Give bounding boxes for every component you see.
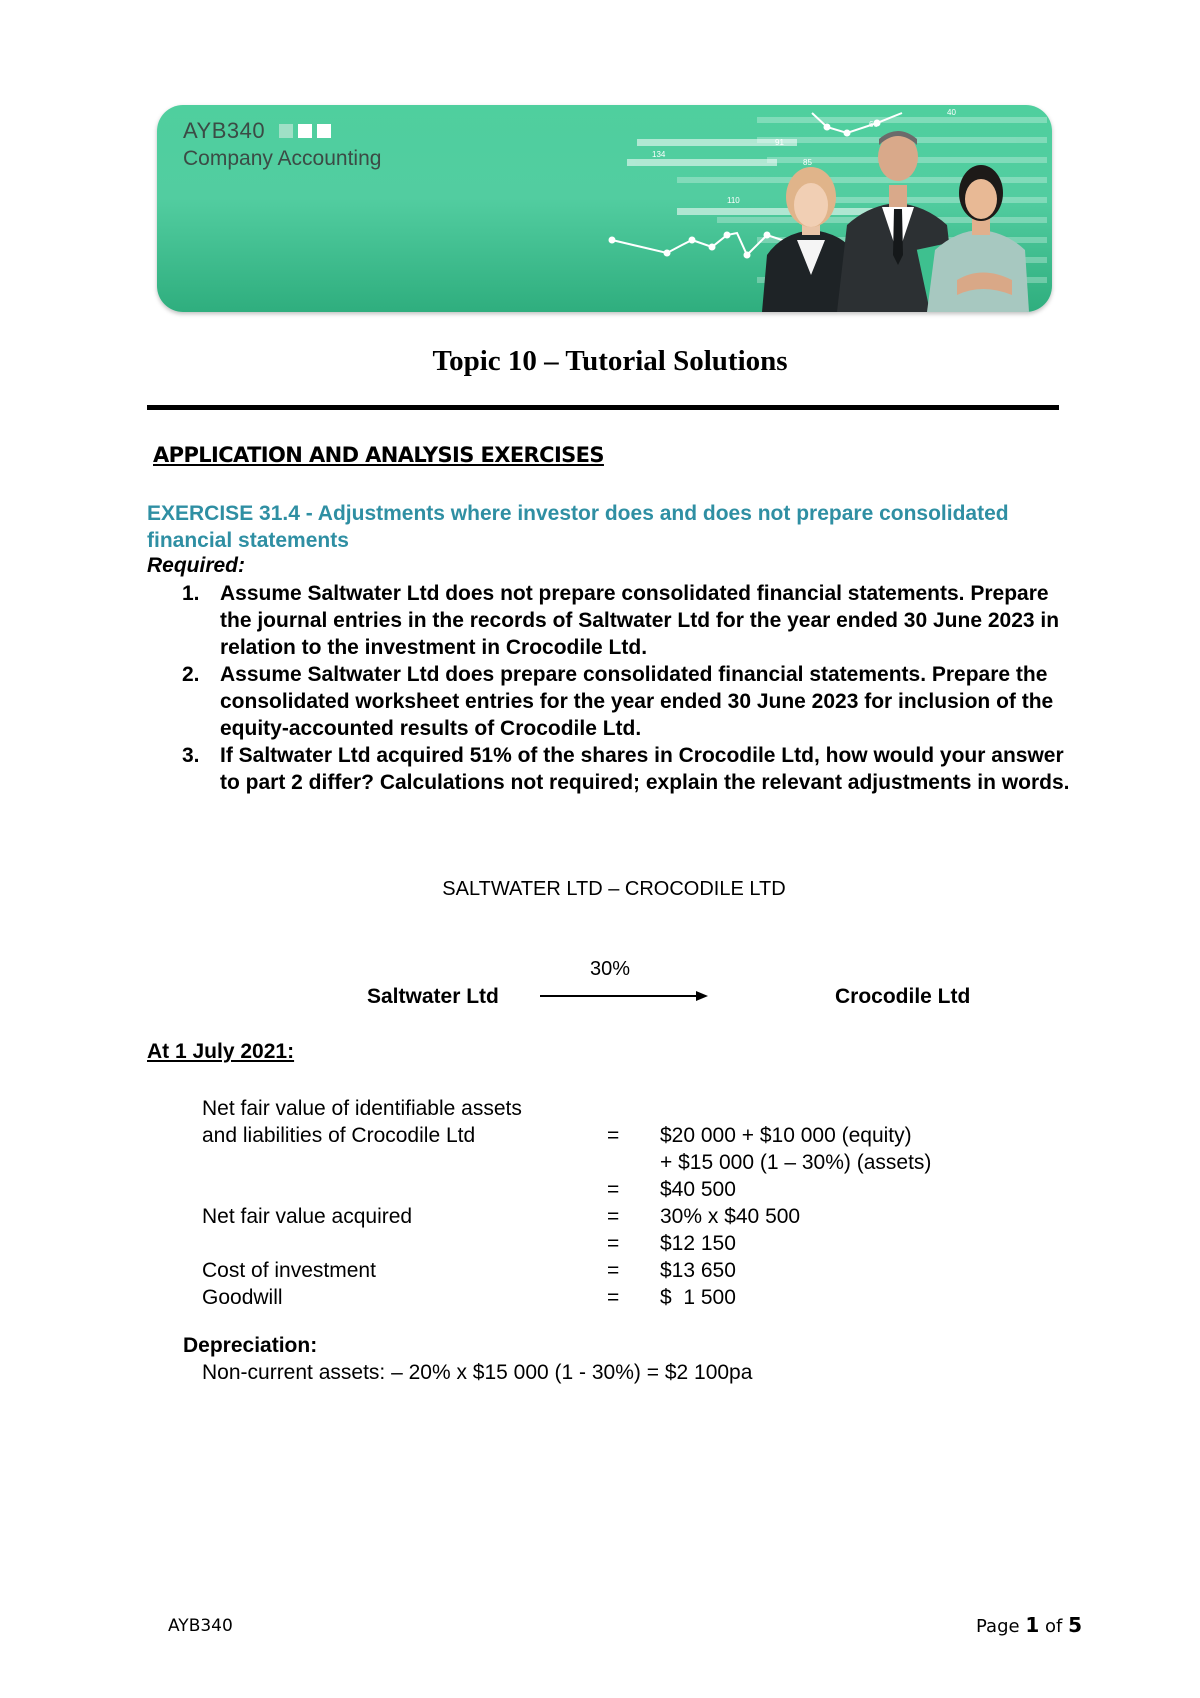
list-item <box>168 661 1078 742</box>
calc-equals: = <box>607 1286 620 1309</box>
calc-equals: = <box>607 1178 620 1201</box>
date-heading: At 1 July 2021: <box>147 1040 295 1063</box>
page-number <box>976 1613 1082 1637</box>
page-word: Page <box>976 1616 1020 1637</box>
calc-label: Net fair value of identifiable assets <box>202 1097 522 1120</box>
of-word: of <box>1044 1616 1063 1637</box>
calc-value: $20 000 + $10 000 (equity) <box>660 1124 912 1147</box>
calc-value: + $15 000 (1 – 30%) (assets) <box>660 1151 932 1174</box>
square-icon <box>298 124 312 138</box>
calc-label: Net fair value acquired <box>202 1205 413 1228</box>
depreciation-calculation: Non-current assets: – 20% x $15 000 (1 - 30%) = $2 100pa <box>202 1361 753 1384</box>
calc-equals: = <box>607 1205 620 1228</box>
list-item <box>168 742 1078 796</box>
calc-value: $13 650 <box>660 1259 736 1282</box>
chart-label: 91 <box>775 138 784 147</box>
chart-label: 66 <box>869 120 878 129</box>
course-code: AYB340 <box>183 118 266 143</box>
investor-label: Saltwater Ltd <box>367 985 499 1008</box>
total-pages: 5 <box>1068 1613 1082 1637</box>
section-heading: APPLICATION AND ANALYSIS EXERCISES <box>153 443 604 467</box>
calc-value: 30% x $40 500 <box>660 1205 801 1228</box>
square-icon <box>317 124 331 138</box>
ownership-percentage: 30% <box>590 958 631 980</box>
list-text: If Saltwater Ltd acquired 51% of the shares in Crocodile Ltd, how would your answer to part 2 differ? Calculations not required; explain the relevant adjustments in words. <box>220 744 1070 794</box>
list-text: Assume Saltwater Ltd does not prepare consolidated financial statements. Prepare the journal entries in the records of Saltwater Ltd for the year ended 30 June 2023 in relation to the investment in Crocodile Ltd. <box>220 582 1060 659</box>
required-label: Required: <box>147 554 246 577</box>
chart-label: 110 <box>727 196 740 205</box>
calc-label: Goodwill <box>202 1286 283 1309</box>
calc-equals: = <box>607 1259 620 1282</box>
depreciation-heading: Depreciation: <box>183 1334 318 1357</box>
exercise-title: EXERCISE 31.4 - Adjustments where investor does and does not prepare consolidated financial statements <box>147 502 1009 552</box>
list-text: Assume Saltwater Ltd does prepare consolidated financial statements. Prepare the consolidated worksheet entries for the year ended 30 June 2023 for inclusion of the equity-accounted results of Crocodile Ltd. <box>220 663 1054 740</box>
chart-label: 40 <box>947 108 956 117</box>
footer-course-code: AYB340 <box>168 1616 233 1636</box>
current-page: 1 <box>1025 1613 1040 1637</box>
calc-value: $ 1 500 <box>660 1286 736 1309</box>
requirements-list <box>168 580 1078 796</box>
course-squares <box>279 124 336 143</box>
calc-label: Cost of investment <box>202 1259 376 1282</box>
calc-label: and liabilities of Crocodile Ltd <box>202 1124 476 1147</box>
course-name: Company Accounting <box>183 147 382 170</box>
page-title: Topic 10 – Tutorial Solutions <box>432 345 788 377</box>
list-number: 3. <box>182 744 200 767</box>
list-item <box>168 580 1078 661</box>
investee-label: Crocodile Ltd <box>835 985 971 1008</box>
title-divider <box>147 405 1059 410</box>
calc-equals: = <box>607 1124 620 1147</box>
list-number: 1. <box>182 582 200 605</box>
ownership-arrow-icon <box>540 990 710 1002</box>
course-banner <box>157 105 1052 312</box>
list-number: 2. <box>182 663 200 686</box>
chart-label: 85 <box>803 158 812 167</box>
chart-label: 134 <box>652 150 666 159</box>
calc-value: $40 500 <box>660 1178 736 1201</box>
calc-equals: = <box>607 1232 620 1255</box>
calc-value: $12 150 <box>660 1232 736 1255</box>
companies-heading: SALTWATER LTD – CROCODILE LTD <box>442 878 786 900</box>
square-icon <box>279 124 293 138</box>
